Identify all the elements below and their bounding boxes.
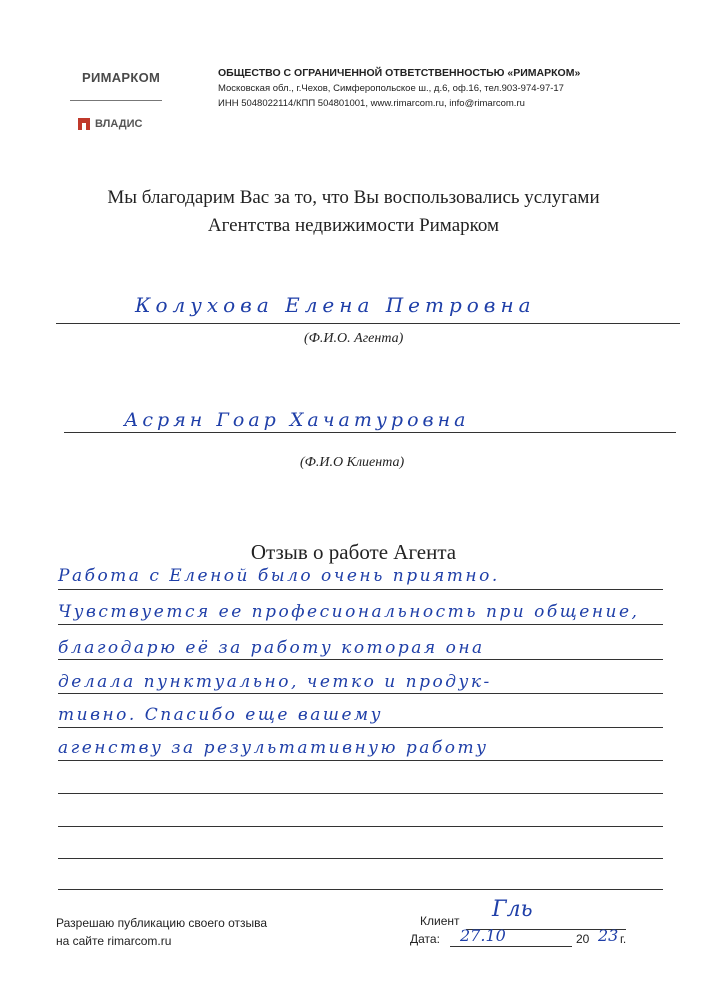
company-requisites: ИНН 5048022114/КПП 504801001, www.rimarcom.ru, info@rimarcom.ru [218,98,525,109]
company-details [218,66,580,111]
review-rule-7 [58,793,663,794]
date-label: Дата: [410,932,440,946]
review-line-5: тивно. Спасибо еще вашему [58,705,383,725]
permission-line-1: Разрешаю публикацию своего отзыва [56,916,268,930]
review-rule-5 [58,727,663,728]
review-line-3: благодарю её за работу которая она [58,638,485,658]
logo-divider [70,100,162,101]
date-day-line [450,946,572,947]
review-rule-4 [58,693,663,694]
thanks-line-2: Агентства недвижимости Римарком [207,215,500,236]
client-signature-label: Клиент [420,914,460,928]
review-rule-1 [58,589,663,590]
house-icon [78,118,90,130]
thanks-line-1: Мы благодарим Вас за то, что Вы воспользовались услугами [107,187,600,208]
review-line-4: делала пунктуально, четко и продук- [58,672,492,692]
client-name-handwritten: Асрян Гоар Хачатуровна [124,409,470,431]
review-rule-2 [58,624,663,625]
publication-permission [56,914,267,950]
client-caption: (Ф.И.О Клиента) [300,455,405,470]
client-name-line [64,432,676,433]
company-name: ОБЩЕСТВО С ОГРАНИЧЕННОЙ ОТВЕТСТВЕННОСТЬЮ «РИМАРКОМ» [218,67,581,79]
review-line-2: Чувствуется ее професиональность при общение, [58,602,640,622]
company-address: Московская обл., г.Чехов, Симферопольское ш., д.6, оф.16, тел.903-974-97-17 [218,83,564,94]
review-rule-9 [58,858,663,859]
permission-line-2: на сайте rimarcom.ru [56,934,172,948]
date-day-month: 27.10 [460,926,506,945]
review-rule-10 [58,889,663,890]
thanks-text [0,184,707,240]
review-rule-6 [58,760,663,761]
date-year-prefix: 20 [576,932,590,946]
review-line-6: агенству за результативную работу [58,738,489,758]
review-line-1: Работа с Еленой было очень приятно. [58,566,500,586]
rimarkom-logo: РИМАРКОМ [82,70,161,85]
review-title: Отзыв о работе Агента [250,540,457,564]
review-rule-8 [58,826,663,827]
date-year-suffix: г. [620,932,627,946]
date-year-handwritten: 23 [598,926,619,945]
agent-name-line [56,323,680,324]
client-signature: Гль [492,897,533,922]
vladis-logo-text: ВЛАДИС [95,118,143,130]
vladis-logo [78,118,142,130]
agent-caption: (Ф.И.О. Агента) [304,331,404,346]
agent-name-handwritten: Колухова Елена Петровна [135,293,536,317]
review-rule-3 [58,659,663,660]
